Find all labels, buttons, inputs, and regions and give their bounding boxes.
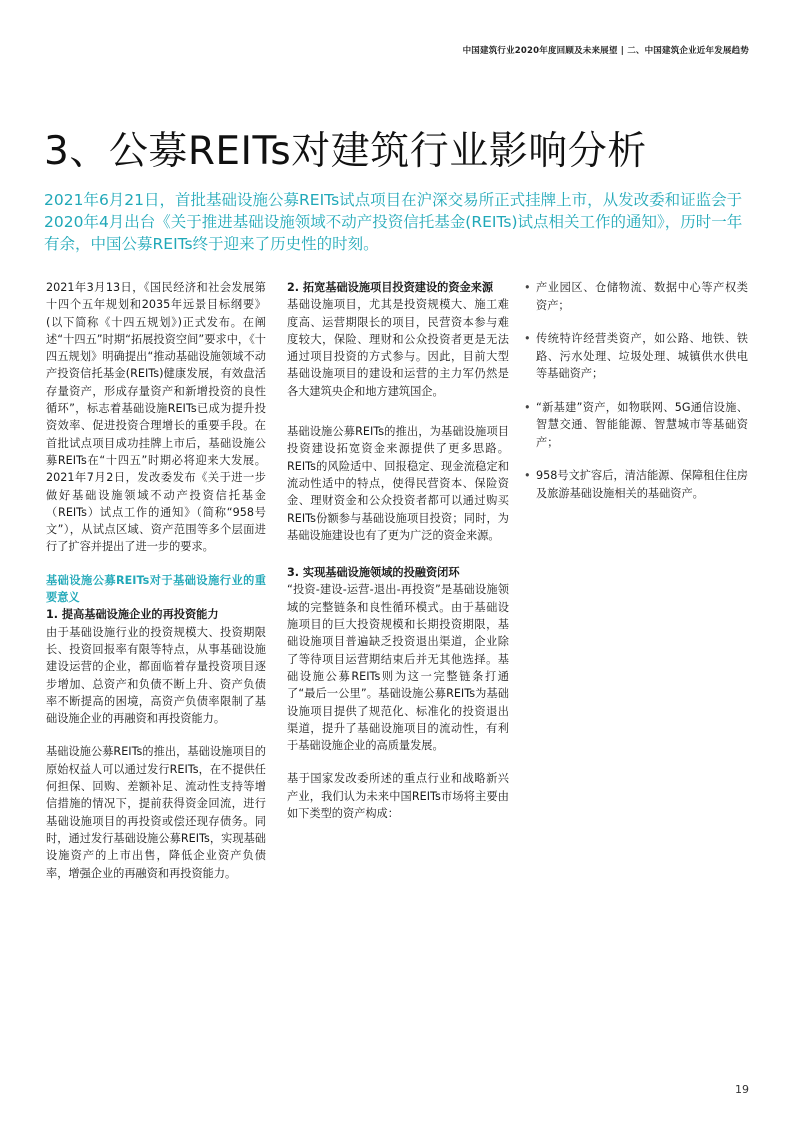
bullet-icon: • [524, 469, 531, 482]
section1-paragraph-1: 由于基础设施行业的投资规模大、投资期限长、投资回报率有限等特点，从事基础设施建设运营的企业，都面临着存量投资项目逐步增加、总资产和负债不断上升、资产负债率不断提高的困境，高资产负债率限制了基础设施企业的再融资和再投资能力。 [46, 625, 266, 726]
bullet-icon: • [524, 281, 531, 294]
page-number: 19 [735, 1083, 749, 1096]
intro-paragraph: 2021年3月13日，《国民经济和社会发展第十四个五年规划和2035年远景目标纲要》(以下简称《十四五规划》)正式发布。在阐述“十四五”时期“拓展投资空间”要求中，《十四五规划》明确提出“推动基础设施领域不动产投资信托基金(REITs)健康发展，有效盘活存量资产，形成存量资产和新增投资的良性循环”，标志着基础设施REITs已成为提升投资效率、促进投资合理增长的重要手段。在首批试点项目成功挂牌上市后，基础设施公募REITs在“十四五”时期必将迎来大发展。2021年7月2日，发改委发布《关于进一步做好基础设施领域不动产投资信托基金（REITs）试点工作的通知》（简称“958号文”），从试点区域、资产范围等多个层面进行了扩容并提出了进一步的要求。 [46, 281, 266, 554]
asset-type-list [522, 279, 748, 502]
section3-title: 3. 实现基础设施领域的投融资闭环 [287, 566, 460, 580]
list-item: • “新基建”资产，如物联网、5G通信设施、智慧交通、智能能源、智慧城市等基础资产； [524, 400, 748, 449]
section3-paragraph-1: “投资-建设-运营-退出-再投资”是基础设施领域的完整链条和良性循环模式。由于基础设施项目的巨大投资规模和长期投资期限，基础设施项目普遍缺乏投资退出渠道，企业除了等待项目运营期结束后并无其他选择。基础设施公募REITs则为这一完整链条打通了“最后一公里”。基础设施公募REITs为基础设施项目提供了规范化、标准化的投资退出渠道，提升了基础设施项目的流动性，有利于基础设施企业的高质量发展。 [287, 583, 509, 753]
list-item: • 958号文扩容后，清洁能源、保障租住住房及旅游基础设施相关的基础资产。 [524, 469, 748, 500]
bullet-icon: • [524, 332, 531, 345]
section2-paragraph-1: 基础设施项目，尤其是投资规模大、施工难度高、运营期限长的项目，民营资本参与难度较大，保险、理财和公众投资者更是无法通过项目投资的方式参与。因此，目前大型基础设施项目的建设和运营的主力军仍然是各大建筑央企和地方建筑国企。 [287, 298, 509, 398]
page-title: 3、公募REITs对建筑行业影响分析 [44, 129, 647, 175]
list-item: • 产业园区、仓储物流、数据中心等产权类资产； [524, 281, 748, 312]
section2-title: 2. 拓宽基础设施项目投资建设的资金来源 [287, 281, 494, 294]
column-left [46, 279, 266, 898]
section2-paragraph-2: 基础设施公募REITs的推出，为基础设施项目投资建设拓宽资金来源提供了更多思路。REITs的风险适中、回报稳定、现金流稳定和流动性适中的特点，使得民营资本、保险资金、理财资金和公众投资者都可以通过购买REITs份额参与基础设施项目投资；同时，为基础设施建设也有了更为广泛的资金来源。 [287, 425, 509, 542]
column-middle [287, 279, 509, 838]
lead-paragraph: 2021年6月21日，首批基础设施公募REITs试点项目在沪深交易所正式挂牌上市，从发改委和证监会于2020年4月出台《关于推进基础设施领域不动产投资信托基金(REITs)试点相关工作的通知》，历时一年有余，中国公募REITs终于迎来了历史性的时刻。 [44, 191, 743, 253]
section1-title: 1. 提高基础设施企业的再投资能力 [46, 608, 219, 622]
section1-paragraph-2: 基础设施公募REITs的推出，基础设施项目的原始权益人可以通过发行REITs，在不提供任何担保、回购、差额补足、流动性支持等增信措施的情况下，提前获得资金回流，进行基础设施项目的再投资或偿还现存债务。同时，通过发行基础设施公募REITs，实现基础设施资产的上市出售，降低企业资产负债率，增强企业的再融资和再投资能力。 [46, 745, 266, 880]
running-header: 中国建筑行业2020年度回顾及未来展望 | 二、中国建筑企业近年发展趋势 [462, 46, 749, 56]
bullet-icon: • [524, 400, 531, 414]
section3-paragraph-2: 基于国家发改委所述的重点行业和战略新兴产业，我们认为未来中国REITs市场将主要由如下类型的资产构成： [287, 772, 509, 821]
column-right [522, 279, 748, 518]
section-subhead: 基础设施公募REITs对于基础设施行业的重要意义 [46, 573, 266, 605]
list-item: • 传统特许经营类资产，如公路、地铁、铁路、污水处理、垃圾处理、城镇供水供电等基础资产； [524, 332, 748, 380]
